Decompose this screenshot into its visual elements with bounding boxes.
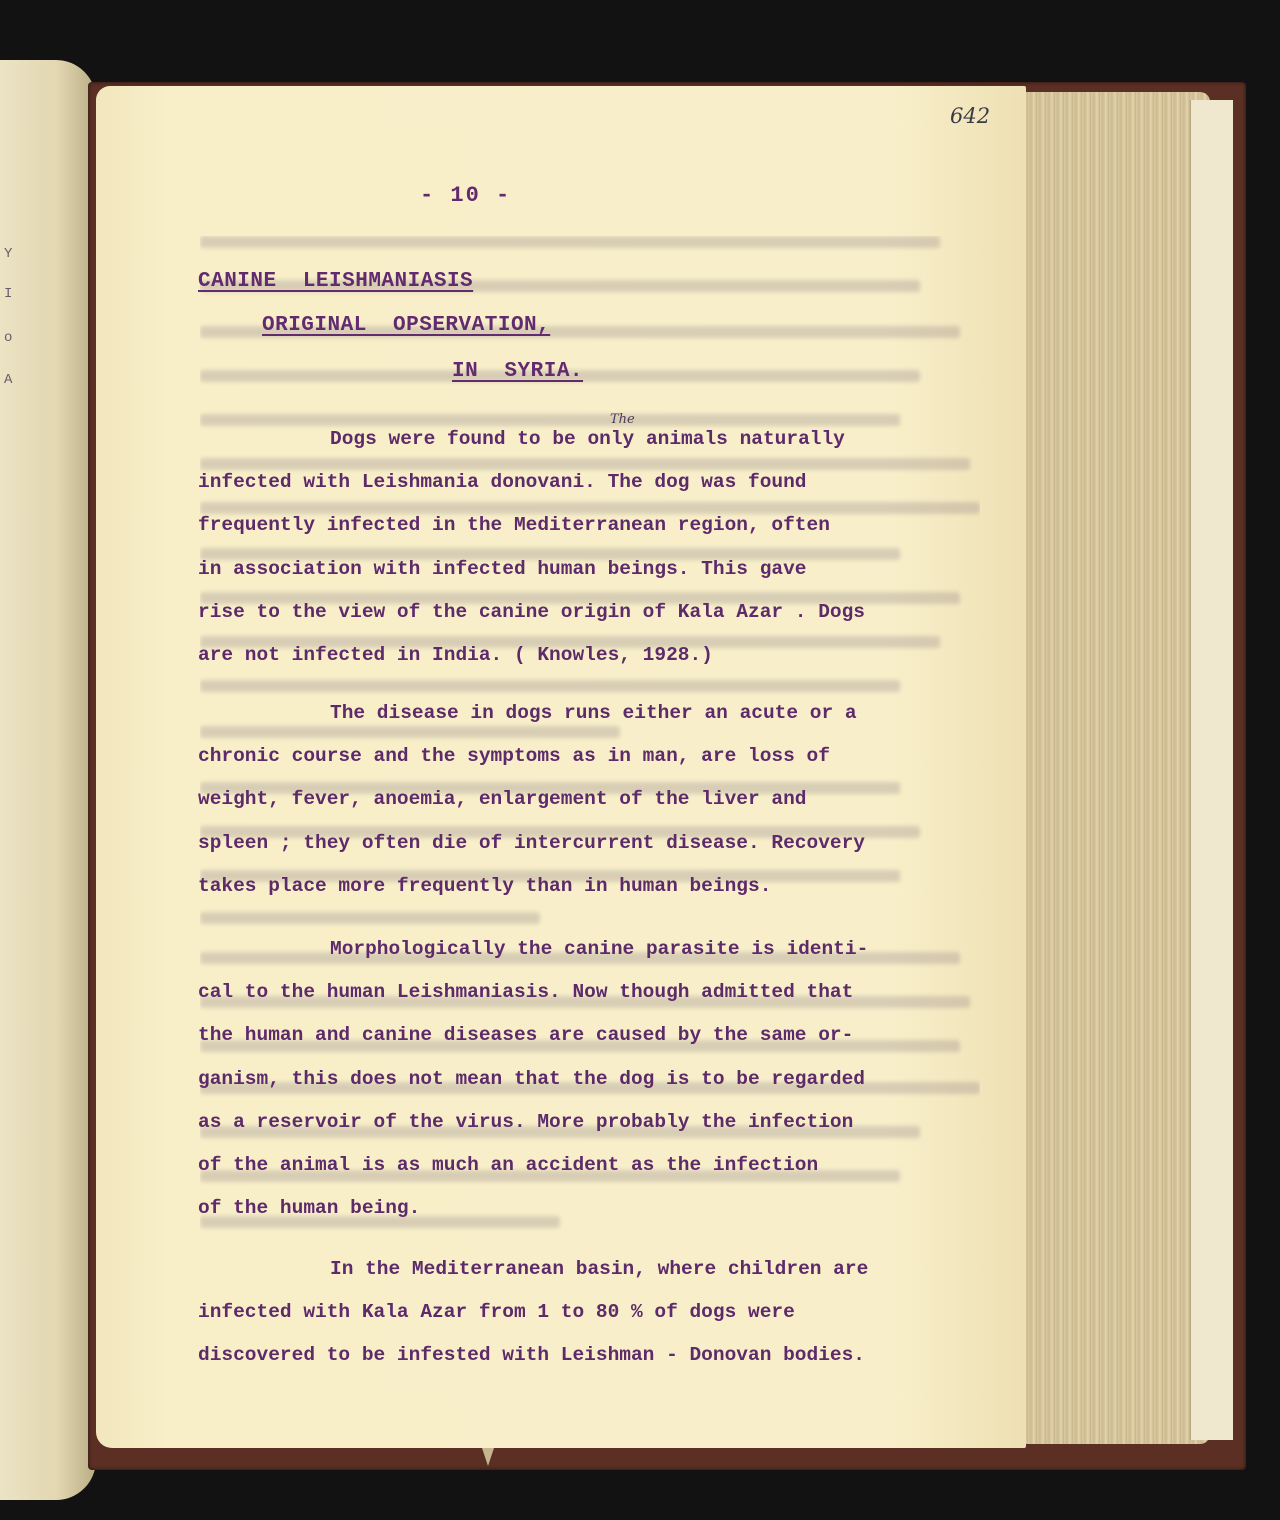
paragraph-2 bbox=[198, 692, 968, 908]
text-line: spleen ; they often die of intercurrent disease. Recovery bbox=[198, 831, 866, 854]
paragraph-3 bbox=[198, 928, 968, 1230]
text-line: chronic course and the symptoms as in man, are loss of bbox=[198, 745, 830, 768]
heading-line-2: ORIGINAL OPSERVATION, bbox=[262, 314, 551, 337]
text-line: in association with infected human beings. This gave bbox=[198, 557, 807, 580]
page-block-edge bbox=[1010, 92, 1210, 1444]
text-line: weight, fever, anoemia, enlargement of the liver and bbox=[198, 788, 807, 811]
text-line: The disease in dogs runs either an acute or a bbox=[330, 702, 857, 724]
handwritten-folio-number: 642 bbox=[950, 104, 991, 128]
text-line: cal to the human Leishmaniasis. Now though admitted that bbox=[198, 981, 854, 1004]
ribbon-marker bbox=[482, 1448, 494, 1466]
handwritten-insertion: The bbox=[610, 412, 635, 427]
text-line: ganism, this does not mean that the dog is to be regarded bbox=[198, 1067, 866, 1090]
text-line: infected with Leishmania donovani. The dog was found bbox=[198, 471, 807, 494]
text-line: of the animal is as much an accident as the infection bbox=[198, 1153, 819, 1176]
text-line: of the human being. bbox=[198, 1197, 421, 1220]
text-line: In the Mediterranean basin, where children are bbox=[330, 1258, 869, 1280]
text-line: discovered to be infested with Leishman - Donovan bodies. bbox=[198, 1344, 866, 1367]
text-line: Dogs were found to be only animals naturally bbox=[330, 428, 845, 450]
paragraph-4 bbox=[198, 1248, 968, 1378]
text-line: the human and canine diseases are caused by the same or- bbox=[198, 1024, 854, 1047]
text-line: frequently infected in the Mediterranean region, often bbox=[198, 514, 830, 537]
text-line: takes place more frequently than in human beings. bbox=[198, 874, 772, 897]
heading-line-1: CANINE LEISHMANIASIS bbox=[198, 270, 474, 293]
left-page-mark: A bbox=[4, 372, 13, 388]
left-page-edge bbox=[0, 60, 96, 1500]
text-line: are not infected in India. ( Knowles, 1928.) bbox=[198, 643, 713, 666]
page-block-inner bbox=[1190, 100, 1233, 1440]
text-line: as a reservoir of the virus. More probably the infection bbox=[198, 1110, 854, 1133]
page-number: - 10 - bbox=[420, 183, 512, 208]
text-line: Morphologically the canine parasite is identi- bbox=[330, 938, 869, 960]
left-page-mark: o bbox=[4, 330, 13, 346]
text-line: infected with Kala Azar from 1 to 80 % of dogs were bbox=[198, 1301, 795, 1324]
heading-line-3: IN SYRIA. bbox=[452, 360, 584, 383]
left-page-mark: I bbox=[4, 286, 13, 302]
left-page-mark: Y bbox=[4, 246, 13, 262]
text-line: rise to the view of the canine origin of Kala Azar . Dogs bbox=[198, 600, 866, 623]
paragraph-1 bbox=[198, 418, 968, 677]
